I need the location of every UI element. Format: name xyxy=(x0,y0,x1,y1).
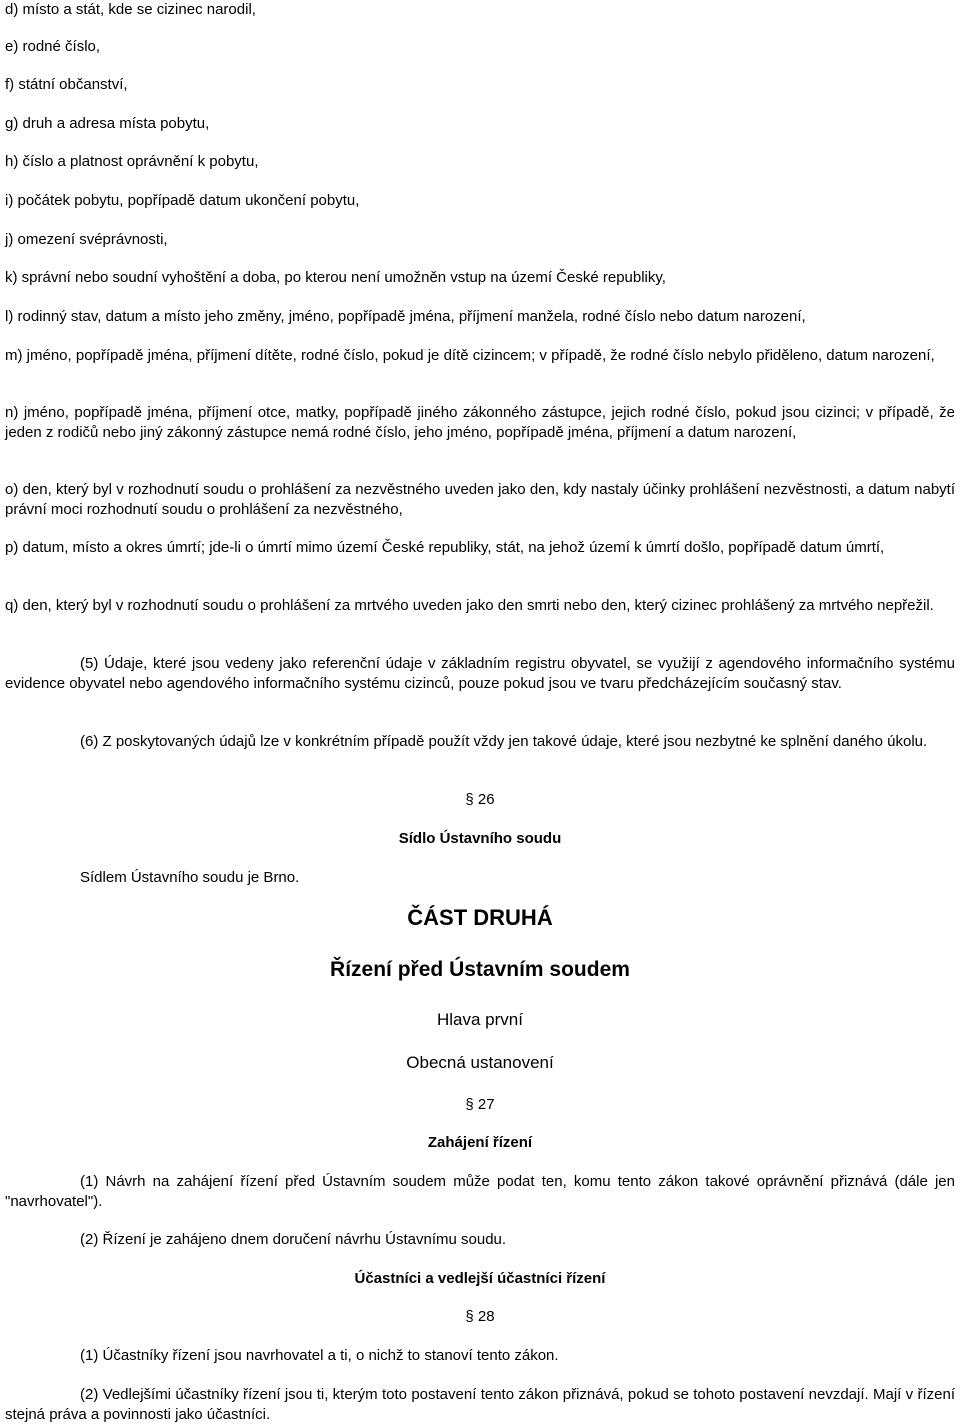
paragraph-5: (5) Údaje, které jsou vedeny jako referenční údaje v základním registru obyvatel, se využijí z agendového informačního systému evidence obyvatel nebo agendového informačního systému cizinců, pouze pokud jsou ve tvaru předcházejícím současný stav. xyxy=(5,655,955,692)
list-item-m: m) jméno, popřípadě jména, příjmení dítěte, rodné číslo, pokud je dítě cizincem; v případě, že rodné číslo nebylo přiděleno, datum narození, xyxy=(5,347,935,364)
list-item-p: p) datum, místo a okres úmrtí; jde-li o úmrtí mimo území České republiky, stát, na jehož území k úmrtí došlo, popřípadě datum úmrtí, xyxy=(5,539,885,556)
section-26-title: Sídlo Ústavního soudu xyxy=(398,830,562,847)
list-item-n: n) jméno, popřípadě jména, příjmení otce, matky, popřípadě jiného zákonného zástupce, jejich rodné číslo, pokud jsou cizinci; v případě, že jeden z rodičů nebo jiný zákonný zástupce nemá rodné číslo, jeho jméno, popřípadě jména, příjmení a datum narození, xyxy=(5,404,955,441)
section-27-number: § 27 xyxy=(465,1096,495,1113)
list-item-l: l) rodinný stav, datum a místo jeho změny, jméno, popřípadě jména, příjmení manžela, rodné číslo nebo datum narození, xyxy=(5,308,806,325)
section-27-title: Zahájení řízení xyxy=(427,1134,533,1151)
list-item-i: i) počátek pobytu, popřípadě datum ukončení pobytu, xyxy=(5,192,360,209)
section-28-number: § 28 xyxy=(465,1308,495,1325)
section-28-heading: Účastníci a vedlejší účastníci řízení xyxy=(354,1270,606,1287)
section-28-paragraph-2: (2) Vedlejšími účastníky řízení jsou ti, kterým toto postavení tento zákon přiznává, pokud se tohoto postavení nevzdají. Mají v řízení stejná práva a povinnosti jako účastníci. xyxy=(5,1386,955,1423)
head-name: Obecná ustanovení xyxy=(406,1053,554,1072)
section-28-paragraph-1: (1) Účastníky řízení jsou navrhovatel a ti, o nichž to stanoví tento zákon. xyxy=(80,1347,559,1364)
list-item-j: j) omezení svéprávnosti, xyxy=(5,231,168,248)
part-title: ČÁST DRUHÁ xyxy=(407,905,553,930)
part-name: Řízení před Ústavním soudem xyxy=(330,958,630,981)
list-item-h: h) číslo a platnost oprávnění k pobytu, xyxy=(5,153,259,170)
paragraph-6: (6) Z poskytovaných údajů lze v konkrétním případě použít vždy jen takové údaje, které jsou nezbytné ke splnění daného úkolu. xyxy=(80,733,928,750)
list-item-g: g) druh a adresa místa pobytu, xyxy=(5,115,210,132)
list-item-d: d) místo a stát, kde se cizinec narodil, xyxy=(5,1,256,18)
section-27-paragraph-1: (1) Návrh na zahájení řízení před Ústavním soudem může podat ten, komu tento zákon takové oprávnění přiznává (dále jen "navrhovatel"). xyxy=(5,1173,955,1210)
list-item-k: k) správní nebo soudní vyhoštění a doba, po kterou není umožněn vstup na území České republiky, xyxy=(5,269,666,286)
section-27-paragraph-2: (2) Řízení je zahájeno dnem doručení návrhu Ústavnímu soudu. xyxy=(80,1231,507,1248)
list-item-o: o) den, který byl v rozhodnutí soudu o prohlášení za nezvěstného uveden jako den, kdy nastaly účinky prohlášení nezvěstnosti, a datum nabytí právní moci rozhodnutí soudu o prohlášení za nezvěstného, xyxy=(5,481,955,518)
list-item-e: e) rodné číslo, xyxy=(5,38,101,55)
section-26-text: Sídlem Ústavního soudu je Brno. xyxy=(80,869,300,886)
list-item-f: f) státní občanství, xyxy=(5,76,128,93)
section-26-number: § 26 xyxy=(465,791,495,808)
head-title: Hlava první xyxy=(437,1010,523,1029)
list-item-q: q) den, který byl v rozhodnutí soudu o prohlášení za mrtvého uveden jako den smrti nebo den, který cizinec prohlášený za mrtvého nepřežil. xyxy=(5,597,934,614)
